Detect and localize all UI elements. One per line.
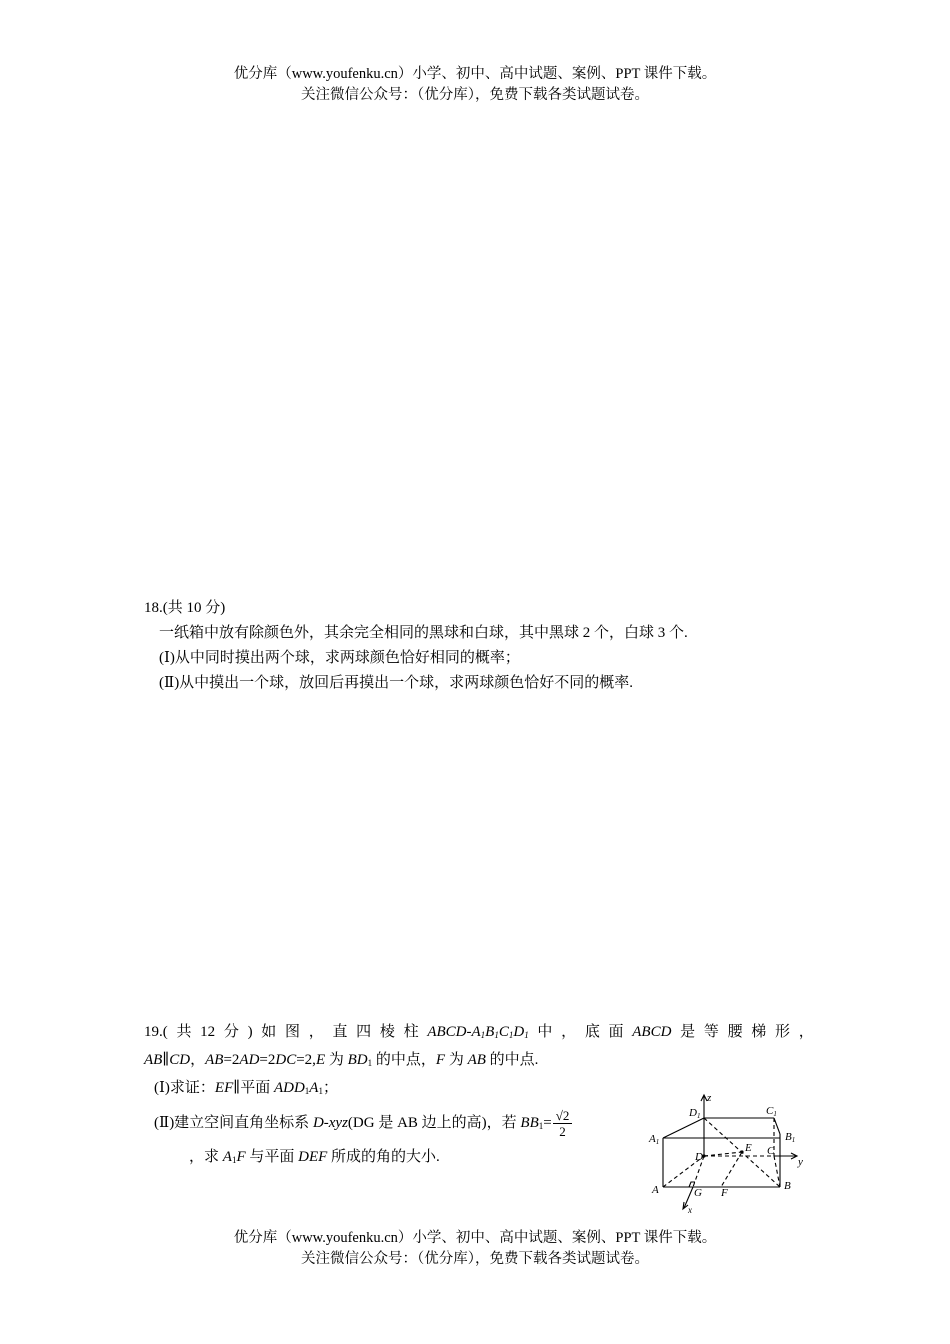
q19-word: 底 [584, 1024, 600, 1040]
label-b: B [784, 1180, 791, 1192]
label-b1: B1 [785, 1131, 796, 1144]
q19-word: 是 [680, 1024, 696, 1040]
q19-word: 形 [775, 1024, 791, 1040]
q19-stem-line-2: AB∥CD，AB=2AD=2DC=2,E 为 $BD_1$ 的中点，F 为 AB 的中点. [144, 1052, 539, 1068]
q19-word: 如 [261, 1024, 277, 1040]
question-18 [144, 596, 688, 696]
q19-part-1: (Ⅰ)求证：EF∥平面 $ADD_1A_1$； [154, 1080, 338, 1096]
q19-word: 柱 [403, 1024, 419, 1040]
label-y: y [798, 1156, 803, 1168]
q19-word: 19.( [144, 1024, 168, 1040]
label-a: A [652, 1184, 659, 1196]
q19-word: 12 [200, 1024, 216, 1040]
footer-line-2: 关注微信公众号：（优分库），免费下载各类试题试卷。 [301, 1251, 649, 1267]
base-name: ABCD [632, 1024, 672, 1040]
footer-line-1: 优分库（www.youfenku.cn）小学、初中、高中试题、案例、PPT 课件下载。 [233, 1230, 717, 1246]
q18-stem: 一纸箱中放有除颜色外，其余完全相同的黑球和白球，其中黑球 2 个，白球 3 个. [159, 625, 688, 641]
label-x: x [688, 1205, 692, 1215]
q19-word: 腰 [727, 1024, 743, 1040]
q19-word: 图 [285, 1024, 301, 1040]
q19-word: 棱 [379, 1024, 395, 1040]
q18-part-2: (Ⅱ)从中摸出一个球，放回后再摸出一个球，求两球颜色恰好不同的概率. [159, 675, 633, 691]
q18-part-1: (Ⅰ)从中同时摸出两个球，求两球颜色恰好相同的概率； [159, 650, 520, 666]
q19-word: 面 [608, 1024, 624, 1040]
q19-part-2-cont: ，求 $A_1F$ 与平面 DEF 所成的角的大小. [189, 1149, 440, 1165]
edge-c1-b1 [774, 1118, 780, 1134]
q19-word: ， [561, 1024, 577, 1040]
q19-word: 四 [356, 1024, 372, 1040]
edge-c-b [774, 1156, 780, 1187]
page-header [0, 64, 950, 106]
segment-ef [721, 1152, 742, 1187]
segment-de [704, 1152, 742, 1156]
fraction-sqrt2-over-2: $\frac{√2}{2}$ [553, 1108, 573, 1139]
point-e [740, 1150, 743, 1153]
q19-word: ， [798, 1024, 814, 1040]
q19-word: 等 [703, 1024, 719, 1040]
label-c: C [767, 1145, 775, 1157]
edge-a1-d1 [663, 1118, 704, 1138]
label-c1: C1 [766, 1105, 777, 1118]
q19-word: ) [247, 1024, 253, 1040]
q19-word: 分 [223, 1024, 239, 1040]
q19-word: 共 [176, 1024, 192, 1040]
q19-word: 直 [332, 1024, 348, 1040]
label-d1: D1 [689, 1107, 701, 1120]
prism-figure [648, 1092, 820, 1217]
q18-title: 18.(共 10 分) [144, 600, 226, 616]
page-footer [0, 1228, 950, 1270]
label-z: z [707, 1092, 712, 1104]
q19-word: ， [308, 1024, 324, 1040]
label-e: E [745, 1142, 752, 1154]
q19-word: 中 [537, 1024, 553, 1040]
q19-part-2: (Ⅱ)建立空间直角坐标系 D-xyz(DG 是 AB 边上的高)，若 $BB_1=$ $\frac{√2}{2}$ [144, 1108, 814, 1139]
label-g: G [694, 1187, 702, 1199]
q19-word: 梯 [751, 1024, 767, 1040]
label-f: F [721, 1187, 728, 1199]
q19-stem-line-1 [144, 1020, 814, 1048]
header-line-2: 关注微信公众号：（优分库），免费下载各类试题试卷。 [301, 87, 649, 103]
header-line-1: 优分库（www.youfenku.cn）小学、初中、高中试题、案例、PPT 课件下载。 [233, 66, 717, 82]
label-d: D [695, 1151, 703, 1163]
label-a1: A1 [649, 1133, 660, 1146]
prism-name: ABCD-$A_1B_1C_1D_1$ [427, 1024, 529, 1040]
